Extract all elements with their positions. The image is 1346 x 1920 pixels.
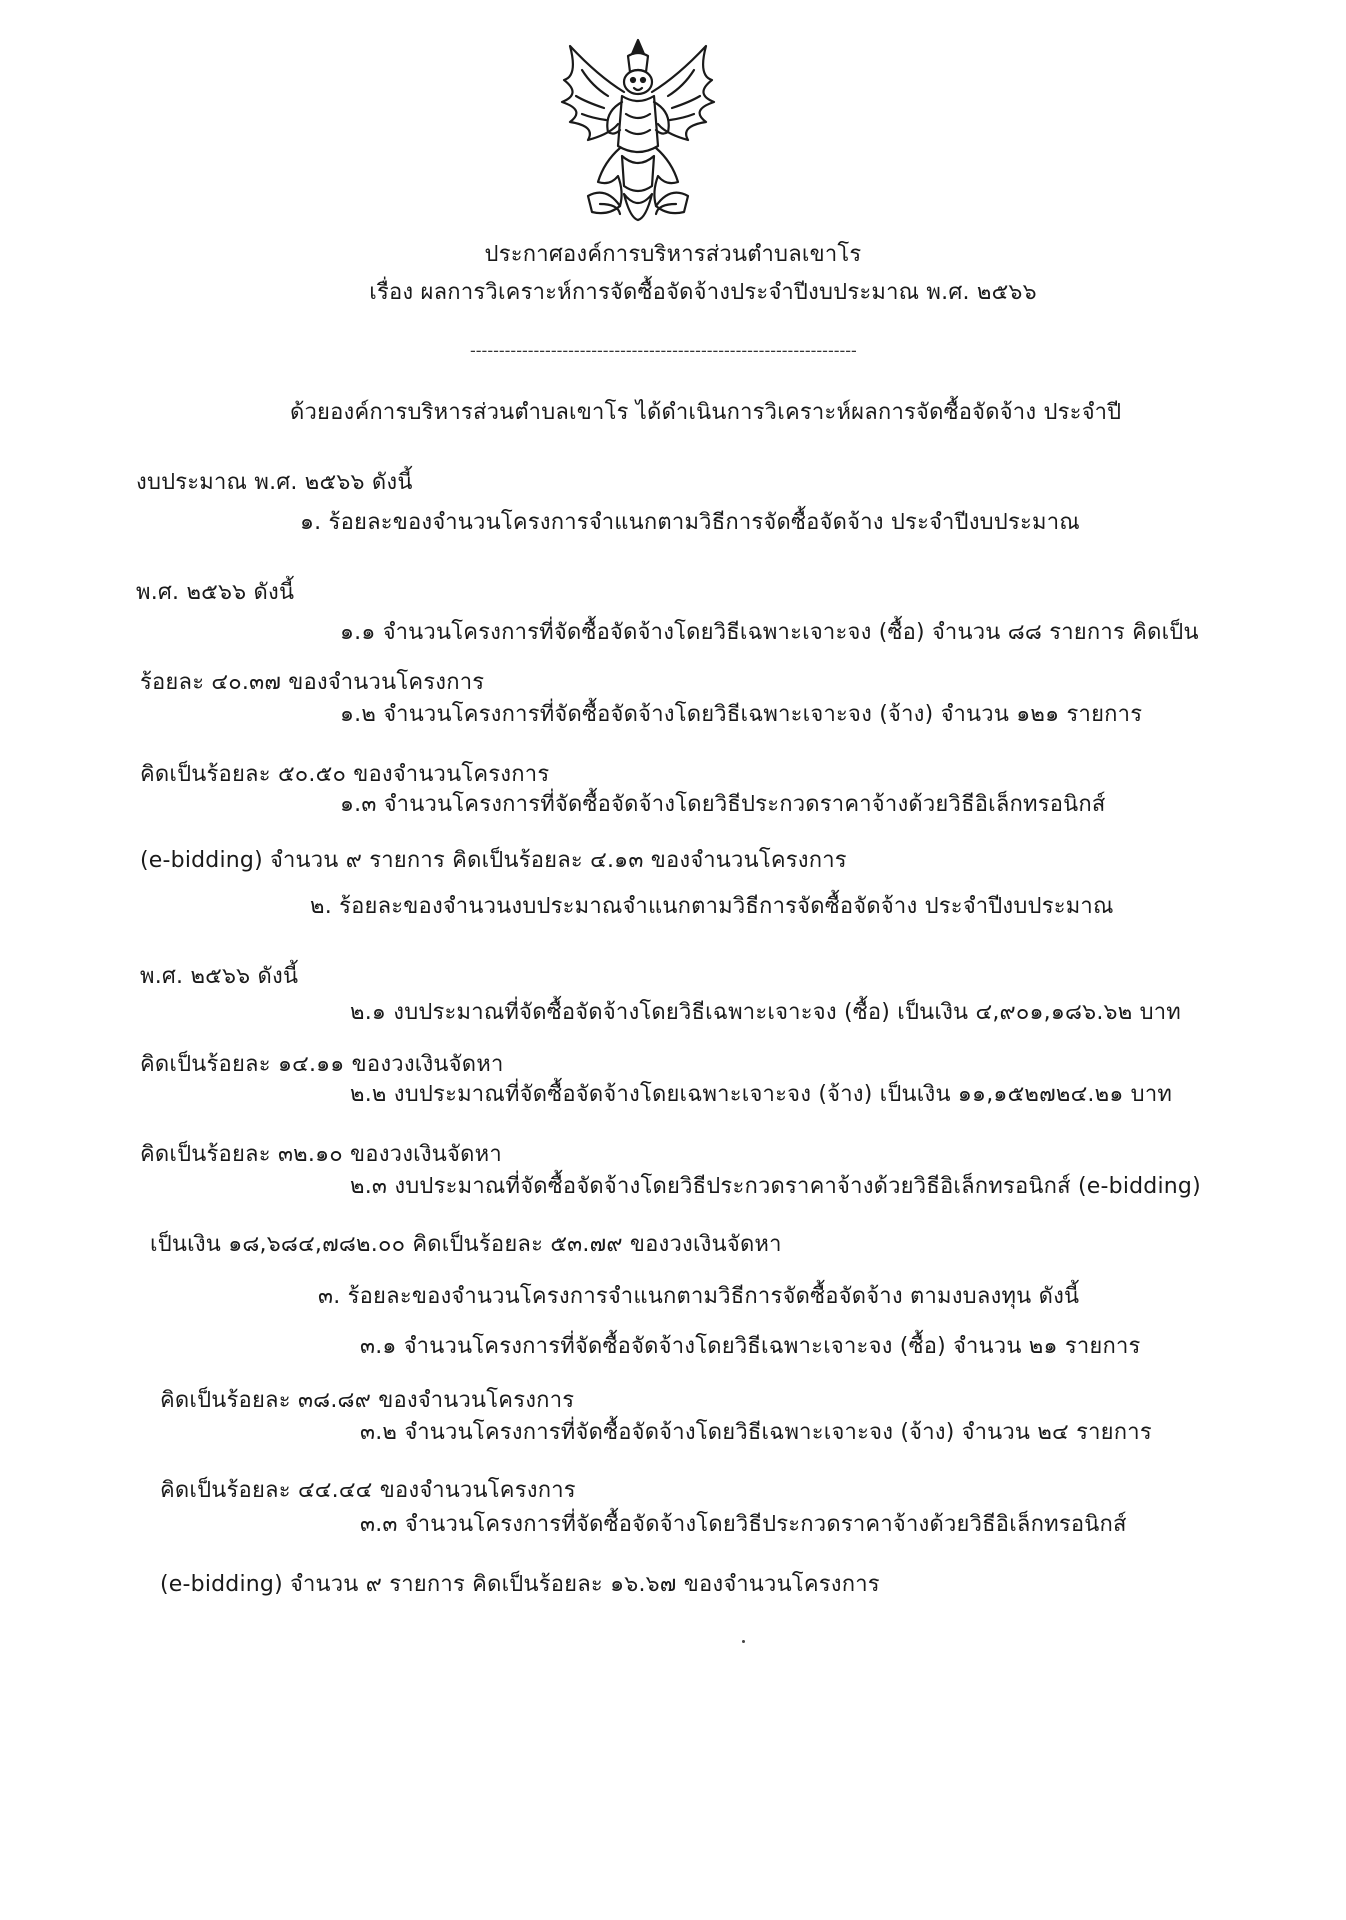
item-2-2: ๒.๒ งบประมาณที่จัดซื้อจัดจ้างโดยเฉพาะเจาะจง (จ้าง) เป็นเงิน ๑๑,๑๕๒๗๒๔.๒๑ บาท: [350, 1082, 1173, 1107]
item-1-1-cont: ร้อยละ ๔๐.๓๗ ของจำนวนโครงการ: [140, 670, 485, 695]
section1-heading: ๑. ร้อยละของจำนวนโครงการจำแนกตามวิธีการจัดซื้อจัดจ้าง ประจำปีงบประมาณ: [300, 510, 1080, 535]
header-divider: -------------------------------------------------------------------: [470, 341, 857, 360]
item-1-3: ๑.๓ จำนวนโครงการที่จัดซื้อจัดจ้างโดยวิธีประกวดราคาจ้างด้วยวิธีอิเล็กทรอนิกส์: [340, 792, 1106, 817]
item-1-2: ๑.๒ จำนวนโครงการที่จัดซื้อจัดจ้างโดยวิธีเฉพาะเจาะจง (จ้าง) จำนวน ๑๒๑ รายการ: [340, 702, 1143, 727]
section3-heading: ๓. ร้อยละของจำนวนโครงการจำแนกตามวิธีการจัดซื้อจัดจ้าง ตามงบลงทุน ดังนี้: [318, 1284, 1080, 1309]
item-1-3-cont: (e-bidding) จำนวน ๙ รายการ คิดเป็นร้อยละ ๔.๑๓ ของจำนวนโครงการ: [140, 848, 847, 873]
section1-heading-cont: พ.ศ. ๒๕๖๖ ดังนี้: [136, 580, 295, 605]
item-2-2-cont: คิดเป็นร้อยละ ๓๒.๑๐ ของวงเงินจัดหา: [140, 1142, 502, 1167]
item-2-1-cont: คิดเป็นร้อยละ ๑๔.๑๑ ของวงเงินจัดหา: [140, 1052, 504, 1077]
announcement-subject: เรื่อง ผลการวิเคราะห์การจัดซื้อจัดจ้างประจำปีงบประมาณ พ.ศ. ๒๕๖๖: [369, 280, 1037, 305]
item-3-1-cont: คิดเป็นร้อยละ ๓๘.๘๙ ของจำนวนโครงการ: [160, 1388, 575, 1413]
section2-heading: ๒. ร้อยละของจำนวนงบประมาณจำแนกตามวิธีการจัดซื้อจัดจ้าง ประจำปีงบประมาณ: [310, 894, 1114, 919]
intro-line-1: ด้วยองค์การบริหารส่วนตำบลเขาโร ได้ดำเนินการวิเคราะห์ผลการจัดซื้อจัดจ้าง ประจำปี: [290, 400, 1122, 425]
item-1-2-cont: คิดเป็นร้อยละ ๕๐.๕๐ ของจำนวนโครงการ: [140, 762, 550, 787]
item-2-3: ๒.๓ งบประมาณที่จัดซื้อจัดจ้างโดยวิธีประกวดราคาจ้างด้วยวิธีอิเล็กทรอนิกส์ (e-bidding): [350, 1174, 1201, 1199]
item-2-1: ๒.๑ งบประมาณที่จัดซื้อจัดจ้างโดยวิธีเฉพาะเจาะจง (ซื้อ) เป็นเงิน ๔,๙๐๑,๑๘๖.๖๒ บาท: [350, 1000, 1182, 1025]
item-3-2: ๓.๒ จำนวนโครงการที่จัดซื้อจัดจ้างโดยวิธีเฉพาะเจาะจง (จ้าง) จำนวน ๒๔ รายการ: [360, 1420, 1152, 1445]
stray-mark: [742, 1640, 745, 1643]
section2-heading-cont: พ.ศ. ๒๕๖๖ ดังนี้: [140, 964, 299, 989]
announcement-title: ประกาศองค์การบริหารส่วนตำบลเขาโร: [484, 242, 862, 267]
item-2-3-cont: เป็นเงิน ๑๘,๖๘๔,๗๘๒.๐๐ คิดเป็นร้อยละ ๕๓.๗๙ ของวงเงินจัดหา: [150, 1232, 782, 1257]
item-1-1: ๑.๑ จำนวนโครงการที่จัดซื้อจัดจ้างโดยวิธีเฉพาะเจาะจง (ซื้อ) จำนวน ๘๘ รายการ คิดเป็น: [340, 620, 1199, 645]
garuda-emblem: [548, 36, 728, 224]
intro-line-2: งบประมาณ พ.ศ. ๒๕๖๖ ดังนี้: [136, 470, 413, 495]
item-3-3-cont: (e-bidding) จำนวน ๙ รายการ คิดเป็นร้อยละ ๑๖.๖๗ ของจำนวนโครงการ: [160, 1572, 880, 1597]
item-3-1: ๓.๑ จำนวนโครงการที่จัดซื้อจัดจ้างโดยวิธีเฉพาะเจาะจง (ซื้อ) จำนวน ๒๑ รายการ: [360, 1334, 1141, 1359]
item-3-3: ๓.๓ จำนวนโครงการที่จัดซื้อจัดจ้างโดยวิธีประกวดราคาจ้างด้วยวิธีอิเล็กทรอนิกส์: [360, 1512, 1127, 1537]
item-3-2-cont: คิดเป็นร้อยละ ๔๔.๔๔ ของจำนวนโครงการ: [160, 1478, 576, 1503]
